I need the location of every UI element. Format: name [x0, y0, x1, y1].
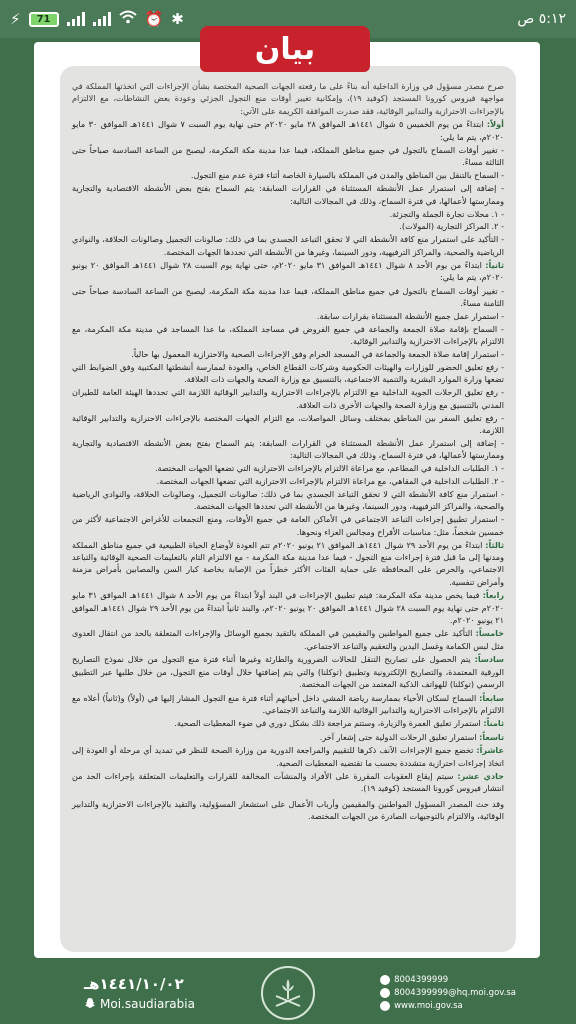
list-item: - رفع تعليق الحضور للوزارات والهيئات الحكومية وشركات القطاع الخاص، والعودة لممارسة أنشطتها المكتبية وفق الضوابط التي تضعها وزارة الموارد البشرية والتنمية الاجتماعية، بالتنسيق مع وزارة الصحة والجهات ذات العلاقة. [72, 361, 504, 386]
section-10-text: تخضع جميع الإجراءات الآنف ذكرها للتقييم والمراجعة الدورية من وزارة الصحة للنظر في تمديد أي مرحلة أو العودة إلى اتخاذ إجراءات احترازية متشددة بحسب ما تقتضيه المعطيات الصحية. [72, 745, 504, 768]
email-contact[interactable] [380, 988, 516, 998]
phone-icon [380, 975, 390, 985]
section-2-label: ثانياً: [485, 259, 504, 270]
globe-icon [380, 1001, 390, 1011]
alarm-icon: ⏰ [144, 10, 164, 28]
section-5-text: التأكيد على جميع المواطنين والمقيمين في المملكة بالتقيد بجميع الوسائل والإجراءات المتعلقة بالحد من انتقال العدوى مثل لبس الكمامة وغسل اليدين والتعقيم والتباعد الاجتماعي. [72, 628, 504, 651]
closing-paragraph: وقد حث المصدر المسؤول المواطنين والمقيمين وأرباب الأعمال على استشعار المسؤولية، والتقيد بالإجراءات الاحترازية والتدابير الوقائية، والالتزام بالتوجيهات الصادرة من الجهات المختصة. [72, 798, 504, 822]
list-item: - السماح بإقامة صلاة الجمعة والجماعة في جميع الفروض في مساجد المملكة، ما عدا المساجد في مدينة مكة المكرمة، مع الالتزام بالإجراءات الاحترازية والتدابير الوقائية. [72, 323, 504, 348]
status-time [517, 11, 566, 27]
phone-number: 8004399999 [394, 975, 449, 985]
section-10 [72, 744, 504, 769]
snapchat-icon [84, 997, 96, 1012]
list-item: - رفع تعليق الرحلات الجوية الداخلية مع الالتزام بالإجراءات الاحترازية والتدابير الوقائية اللازمة التي تحددها الهيئة العامة للطيران المدني بالتنسيق مع وزارة الصحة والجهات الأخرى ذات العلاقة. [72, 386, 504, 411]
section-4-text: فيما يخص مدينة مكة المكرمة: فيتم تطبيق الإجراءات في البند أولاً ابتداءً من يوم الأحد ٨ شوال ١٤٤١هـ الموافق ٣١ مايو ٢٠٢٠م حتى نهاية يوم السبت ٢٨ شوال ١٤٤١هـ الموافق ٢٠ يونيو ٢٠٢٠م، والبند ثانياً ابتداءً من يوم الأحد ٢٩ شوال ١٤٤١هـ الموافق ٢١ يونيو ٢٠٢٠م. [72, 590, 504, 626]
list-item: - استمرار تطبيق إجراءات التباعد الاجتماعي في الأماكن العامة في جميع الأوقات، ومنع التجمعات للأغراض الاجتماعية لأكثر من خمسين شخصاً، مثل: مناسبات الأفراح ومجالس العزاء ونحوها. [72, 513, 504, 538]
footer-contacts [380, 975, 516, 1011]
section-3-text: ابتداءً من يوم الأحد ٢٩ شوال ١٤٤١هـ الموافق ٢١ يونيو ٢٠٢٠م تتم العودة لأوضاع الحياة الطبيعية في جميع مناطق المملكة ومدنها إلى ما قبل فترة إجراءات منع التجول - فيما عدا مدينة مكة المكرمة - مع الالتزام التام بالتعليمات الصحية الوقائية والتباعد الاجتماعي، والحرص على المحافظة على حماية الفئات الأكثر خطراً من الإصابة بخاصة كبار السن والمصابين بأمراض مزمنة وأمراض تنفسية. [72, 539, 504, 587]
section-1-label: أولاً: [486, 119, 504, 130]
section-3 [72, 539, 504, 589]
email-icon [380, 988, 390, 998]
list-item: - ٢. المراكز التجارية (المولات). [72, 220, 504, 232]
list-item: - استمرار إقامة صلاة الجمعة والجماعة في المسجد الحرام وفق الإجراءات الصحية والاحترازية المعمول بها حالياً. [72, 348, 504, 360]
clock-time: ٥:١٢ ص [517, 11, 566, 27]
list-item: - التأكيد على استمرار منع كافة الأنشطة التي لا تحقق التباعد الجسدي بما في ذلك: صالونات التجميل وصالونات الحلاقة، والنوادي الرياضية والصحية، والمراكز الترفيهية، ودور السينما، وغيرها من الأنشطة التي تحددها الجهات المختصة. [72, 233, 504, 258]
section-6-text: يتم الحصول على تصاريح التنقل للحالات الضرورية والطارئة وغيرها أثناء فترة منع التجول من خلال نموذج التصاريح الورقية المعتمدة، والتصاريح الإلكترونية وتطبيق (توكلنا) والتي يتم إضافتها خلال أوقات منع التجول، من خلال طلبها عبر التطبيق الرسمي (توكلنا) للهواتف الذكية المعتمد من الجهات المختصة. [72, 654, 504, 690]
list-item: - رفع تعليق السفر بين المناطق بمختلف وسائل المواصلات، مع التزام الجهات المختصة بالإجراءات الاحترازية والتدابير الوقائية اللازمة. [72, 412, 504, 437]
footer-date-block [84, 975, 195, 1012]
list-item: - استمرار منع كافة الأنشطة التي لا تحقق التباعد الجسدي بما في ذلك: صالونات التجميل، وصالونات الحلاقة، والنوادي الرياضية والصحية، والمراكز الترفيهية، ودور السينما، وغيرها من الأنشطة التي تحددها الجهات المختصة. [72, 488, 504, 513]
section-2 [72, 259, 504, 284]
statement-title-banner [200, 26, 370, 72]
section-6 [72, 653, 504, 690]
section-5 [72, 627, 504, 652]
signal-icon-2 [93, 12, 111, 26]
section-8-label: ثامناً: [483, 718, 504, 729]
list-item: - تغيير أوقات السماح بالتجول في جميع مناطق المملكة، فيما عدا مدينة مكة المكرمة، ليصبح من الساعة السادسة صباحاً حتى الثامنة مساءً. [72, 285, 504, 310]
list-item: - إضافة إلى استمرار عمل الأنشطة المستثناة في القرارات السابقة: يتم السماح بفتح بعض الأنشطة الاقتصادية والتجارية وممارستها لأعمالها، في فترة السماح، وذلك في المجالات التالية: [72, 437, 504, 462]
section-9-label: تاسعاً: [479, 731, 504, 742]
section-11-label: حادي عشر: [457, 770, 504, 781]
status-icons [10, 10, 184, 28]
list-item: - ١. محلات تجارة الجملة والتجزئة. [72, 208, 504, 220]
list-item: - تغيير أوقات السماح بالتجول في جميع مناطق المملكة، فيما عدا مدينة مكة المكرمة، ليصبح من الساعة السادسة صباحاً حتى الثالثة مساءً. [72, 144, 504, 169]
statement-title: بيان [254, 31, 316, 67]
bluetooth-icon: ✱ [171, 10, 184, 28]
section-9-text: استمرار تعليق الرحلات الدولية حتى إشعار آخر. [319, 731, 477, 742]
list-item: - استمرار عمل جميع الأنشطة المستثناة بقرارات سابقة. [72, 310, 504, 322]
statement-body [60, 66, 516, 952]
saudi-emblem-icon [261, 966, 315, 1020]
section-9 [72, 731, 504, 743]
list-item: - ١. الطلبات الداخلية في المطاعم، مع مراعاة الالتزام بالإجراءات الاحترازية التي تضعها الجهات المختصة. [72, 462, 504, 474]
section-7-label: سابعاً: [479, 692, 504, 703]
snapchat-label: Moi.saudiarabia [100, 997, 195, 1011]
section-7-text: السماح لسكان الأحياء بممارسة رياضة المشي داخل أحيائهم أثناء فترة منع التجول المشار إليها في (أولاً) و(ثانياً) أعلاه مع الالتزام بالإجراءات الاحترازية والتدابير الوقائية اللازمة والتباعد الاجتماعي. [72, 692, 504, 715]
section-5-label: خامساً: [475, 628, 504, 639]
footer [0, 962, 576, 1024]
battery-level: 71 [36, 13, 51, 25]
list-item: - إضافة إلى استمرار عمل الأنشطة المستثناة في القرارات السابقة: يتم السماح بفتح بعض الأنشطة الاقتصادية والتجارية وممارستها لأعمالها، في فترة السماح، وذلك في المجالات التالية: [72, 182, 504, 207]
section-1-list [72, 144, 504, 258]
snapchat-handle[interactable] [84, 997, 195, 1012]
list-item: - ٢. الطلبات الداخلية في المقاهي، مع مراعاة الالتزام بالإجراءات الاحترازية التي تضعها الجهات المختصة. [72, 475, 504, 487]
website-contact[interactable] [380, 1001, 516, 1011]
phone-contact[interactable] [380, 975, 516, 985]
section-1-text: ابتداءً من يوم الخميس ٥ شوال ١٤٤١هـ الموافق ٢٨ مايو ٢٠٢٠م حتى نهاية يوم السبت ٧ شوال ١٤٤١هـ الموافق ٣٠ مايو ٢٠٢٠م، يتم ما يلي: [72, 119, 504, 142]
list-item: - السماح بالتنقل بين المناطق والمدن في المملكة بالسيارة الخاصة أثناء فترة عدم منع التجول. [72, 169, 504, 181]
section-1 [72, 118, 504, 143]
section-6-label: سادساً: [474, 654, 504, 665]
section-2-text: ابتداءً من يوم الأحد ٨ شوال ١٤٤١هـ الموافق ٣١ مايو ٢٠٢٠م، حتى نهاية يوم السبت ٢٨ شوال ١٤٤١هـ الموافق ٢٠ يونيو ٢٠٢٠م، يتم ما يلي: [72, 259, 504, 283]
wifi-icon [119, 10, 137, 28]
intro-paragraph: صرح مصدر مسؤول في وزارة الداخلية أنه بناءً على ما رفعته الجهات الصحية المختصة بشأن الإجراءات التي اتخذتها المملكة في مواجهة فيروس كورونا المستجد (كوفيد ١٩)، وإمكانية تغيير أوقات منع التجول الجزئي وعودة بعض النشاطات، مع الالتزام بالإجراءات الاحترازية والتدابير الوقائية، فقد صدرت الموافقة الكريمة على الآتي: [72, 81, 504, 116]
section-4-label: رابعاً: [482, 590, 505, 601]
section-3-label: ثالثاً: [485, 539, 504, 550]
email-address: 8004399999@hq.moi.gov.sa [394, 988, 516, 998]
section-10-label: عاشراً: [476, 745, 504, 756]
section-8-text: استمرار تعليق العمرة والزيارة، وستتم مراجعة ذلك بشكل دوري في ضوء المعطيات الصحية. [174, 718, 481, 729]
section-11 [72, 770, 504, 795]
section-4 [72, 589, 504, 626]
section-11-text: سيتم إيقاع العقوبات المقررة على الأفراد والمنشآت المخالفة للقرارات والتعليمات المتعلقة بإجراءات الحد من انتشار فيروس كورونا المستجد (كوفيد ١٩). [72, 770, 504, 794]
charging-icon: ⚡ [10, 10, 21, 28]
section-8 [72, 717, 504, 729]
statement-date: ١٤٤١/١٠/٠٢هـ [84, 974, 184, 993]
website-url: www.moi.gov.sa [394, 1001, 463, 1011]
signal-icon [67, 12, 85, 26]
battery-icon [29, 12, 59, 27]
section-2-list [72, 285, 504, 539]
section-7 [72, 692, 504, 717]
